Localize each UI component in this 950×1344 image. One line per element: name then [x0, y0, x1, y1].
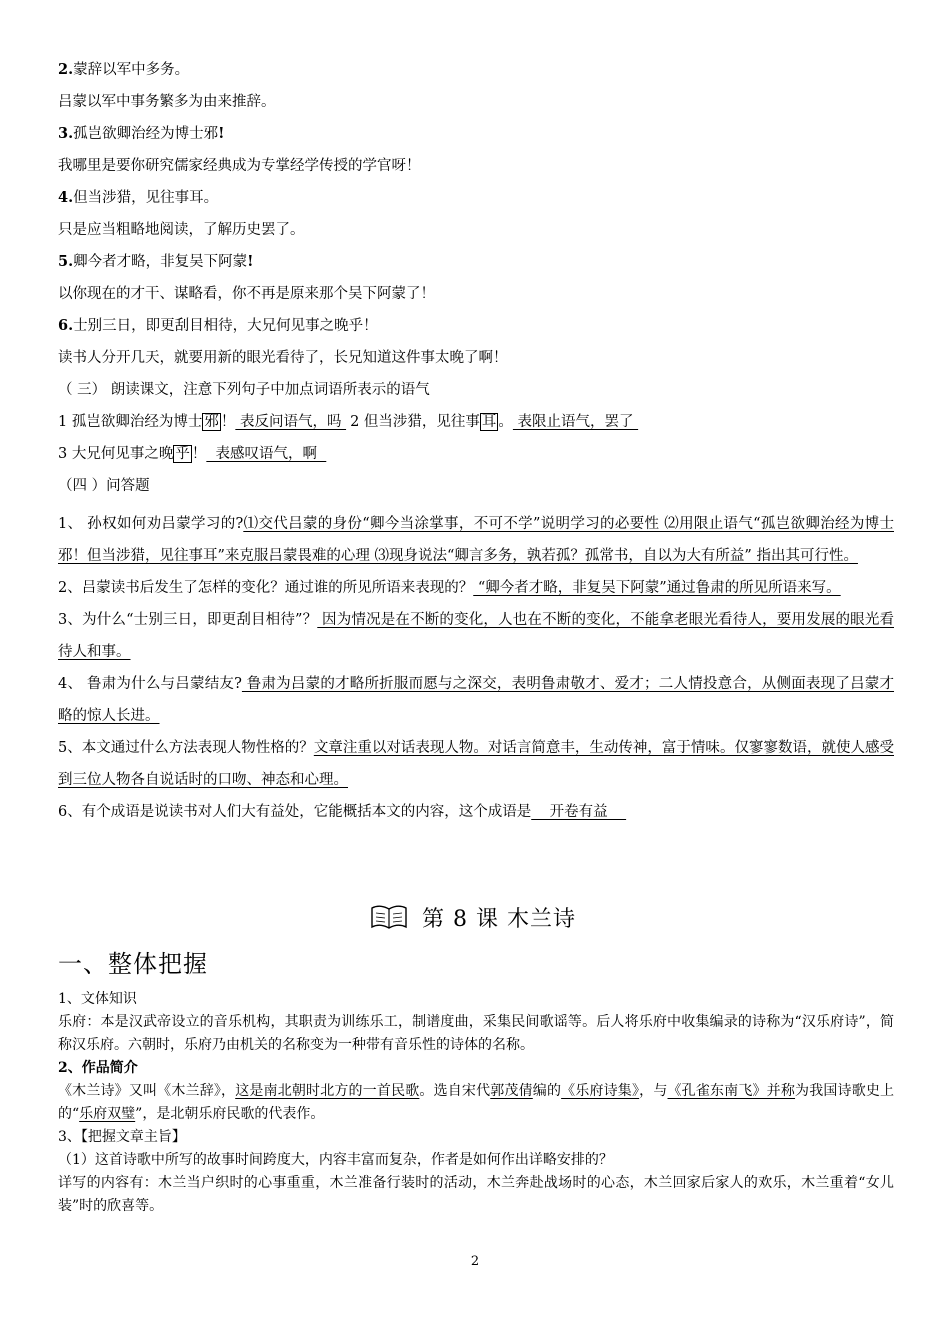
text-run: 编的 — [532, 1083, 562, 1099]
qa-5 — [58, 732, 894, 796]
item-4 — [58, 188, 894, 220]
item-text: 卿今者才略，非复吴下阿蒙 — [73, 254, 248, 270]
underlined-run: 这是南北朝时北方的一首民歌 — [235, 1083, 420, 1099]
underlined-run: 《孔雀东南飞》并称 — [667, 1083, 796, 1099]
section-4-title: （四 ）问答题 — [58, 478, 150, 494]
sentence-punct: 。 — [498, 414, 513, 430]
item-text: 但当涉猎，见往事耳。 — [73, 190, 219, 206]
item-number: 3. — [58, 125, 74, 142]
sentence-answer: 表限止语气，罢了 — [512, 414, 639, 430]
answer-text: ⑴交代吕蒙的身份“卿今当涂掌事，不可不学”说明学习的必要性 ⑵用限止语气“孤岂欲卿治经为博士邪！但当涉猎，见往事耳”来克服吕蒙畏难的心理 ⑶现身说法“卿言多务，孰若孤？孤常书，自以为大有所益” 指出其可行性。 — [58, 516, 894, 564]
text-run: 为我国诗歌史上的“ — [58, 1083, 895, 1122]
question-text: 4、 鲁肃为什么与吕蒙结友? — [58, 676, 242, 692]
knowledge-3-question: （1）这首诗歌中所写的故事时间跨度大，内容丰富而复杂，作者是如何作出详略安排的？ — [58, 1152, 613, 1168]
item-number: 4. — [58, 189, 74, 206]
item-text: 孤岂欲卿治经为博士邪 — [73, 126, 219, 142]
text-run: ，与 — [639, 1083, 668, 1099]
sentence-punct: ！ — [220, 414, 236, 430]
answer-text: 因为情况是在不断的变化，人也在不断的变化，不能拿老眼光看待人，要用发展的眼光看待人和事。 — [58, 612, 894, 660]
knowledge-1-label: 1、文体知识 — [58, 991, 137, 1007]
marked-word: 耳 — [481, 414, 497, 430]
item-2 — [58, 60, 894, 92]
qa-2 — [58, 572, 894, 604]
answer-text: 鲁肃为吕蒙的才略所折服而愿与之深交，表明鲁肃敬才、爱才；二人情投意合，从侧面表现了吕蒙才略的惊人长进。 — [58, 676, 895, 724]
knowledge-1-text: 乐府：本是汉武帝设立的音乐机构，其职责为训练乐工，制谱度曲，采集民间歌谣等。后人将乐府中收集编录的诗称为“汉乐府诗”，简称汉乐府。六朝时，乐府乃由机关的名称变为一种带有音乐性的诗体的名称。 — [58, 1014, 894, 1053]
item-4-answer: 只是应当粗略地阅读，了解历史罢了。 — [58, 222, 305, 238]
underlined-run: 郭茂倩 — [490, 1083, 533, 1099]
item-2-answer: 吕蒙以军中事务繁多为由来推辞。 — [58, 94, 276, 110]
item-number: 5. — [58, 253, 74, 270]
item-5 — [58, 252, 894, 284]
sentence-text: 1 孤岂欲卿治经为博士 — [58, 414, 203, 430]
sentence-text: 3 大兄何见事之晚 — [58, 446, 174, 462]
text-run: ”，是北朝乐府民歌的代表作。 — [135, 1106, 325, 1122]
item-number: 2. — [58, 61, 74, 78]
book-icon — [370, 904, 408, 930]
lesson-title: 第 8 课 木兰诗 — [422, 906, 576, 932]
marked-word: 乎 — [175, 446, 190, 462]
qa-1 — [58, 508, 894, 572]
question-text: 5、本文通过什么方法表现人物性格的？ — [58, 740, 314, 756]
overview-section — [58, 988, 894, 1218]
text-run: 《木兰诗》又叫《木兰辞》， — [58, 1083, 236, 1099]
knowledge-2-text — [58, 1080, 894, 1126]
underlined-run: 《乐府诗集》 — [561, 1083, 640, 1099]
question-text: 6、有个成语是说读书对人们大有益处，它能概括本文的内容，这个成语是 — [58, 804, 532, 820]
item-text: 蒙辞以军中多务。 — [73, 62, 190, 78]
marked-word: 邪 — [204, 414, 219, 430]
page-number: 2 — [470, 1254, 480, 1269]
item-punct: ! — [247, 253, 254, 270]
item-number: 6. — [58, 317, 74, 334]
knowledge-2-label: 2、作品简介 — [58, 1060, 138, 1076]
knowledge-3-label: 3、【把握文章主旨】 — [58, 1129, 186, 1145]
item-punct: ! — [218, 125, 225, 142]
item-5-answer: 以你现在的才干、谋略看，你不再是原来那个吴下阿蒙了！ — [58, 286, 435, 302]
knowledge-3-answer: 详写的内容有：木兰当户织时的心事重重，木兰准备行装时的活动，木兰奔赴战场时的心态，木兰回家后家人的欢乐，木兰重着“女儿装”时的欣喜等。 — [58, 1175, 894, 1214]
section-heading: 一、整体把握 — [58, 950, 208, 978]
lesson-title-row — [370, 900, 576, 934]
sentence-text: 2 但当涉猎，见往事 — [350, 414, 480, 430]
item-3-answer: 我哪里是要你研究儒家经典成为专掌经学传授的学官呀！ — [58, 158, 421, 174]
answer-text: 文章注重以对话表现人物。对话言简意丰，生动传神，富于情味。仅寥寥数语，就使人感受到三位人物各自说话时的口吻、神态和心理。 — [58, 740, 894, 788]
sentence-answer: 表反问语气，吗 — [235, 414, 347, 430]
qa-6 — [58, 796, 894, 828]
qa-3 — [58, 604, 894, 668]
qa-4 — [58, 668, 894, 732]
answer-text: “卿今者才略，非复吴下阿蒙”通过鲁肃的所见所语来写。 — [473, 580, 841, 596]
question-text: 2、吕蒙读书后发生了怎样的变化？通过谁的所见所语来表现的？ — [58, 580, 474, 596]
sentence-punct: ！ — [191, 446, 207, 462]
text-run: 。选自宋代 — [419, 1083, 491, 1099]
item-6 — [58, 316, 894, 348]
question-text: 3、为什么“士别三日，即更刮目相待”？ — [58, 612, 318, 628]
answer-text: 开卷有益 — [531, 804, 627, 820]
section-3-row-1 — [58, 412, 894, 444]
underlined-run: 乐府双璧 — [79, 1106, 136, 1122]
section-3-title: （ 三） 朗读课文，注意下列句子中加点词语所表示的语气 — [58, 382, 430, 398]
question-text: 1、 孙权如何劝吕蒙学习的? — [58, 516, 244, 532]
item-3 — [58, 124, 894, 156]
page-content — [58, 60, 894, 828]
sentence-answer: 表感叹语气，啊 — [206, 446, 327, 462]
item-text: 士别三日，即更刮目相待，大兄何见事之晚乎！ — [73, 318, 378, 334]
section-3-row-2 — [58, 444, 894, 476]
item-6-answer: 读书人分开几天，就要用新的眼光看待了，长兄知道这件事太晚了啊！ — [58, 350, 508, 366]
